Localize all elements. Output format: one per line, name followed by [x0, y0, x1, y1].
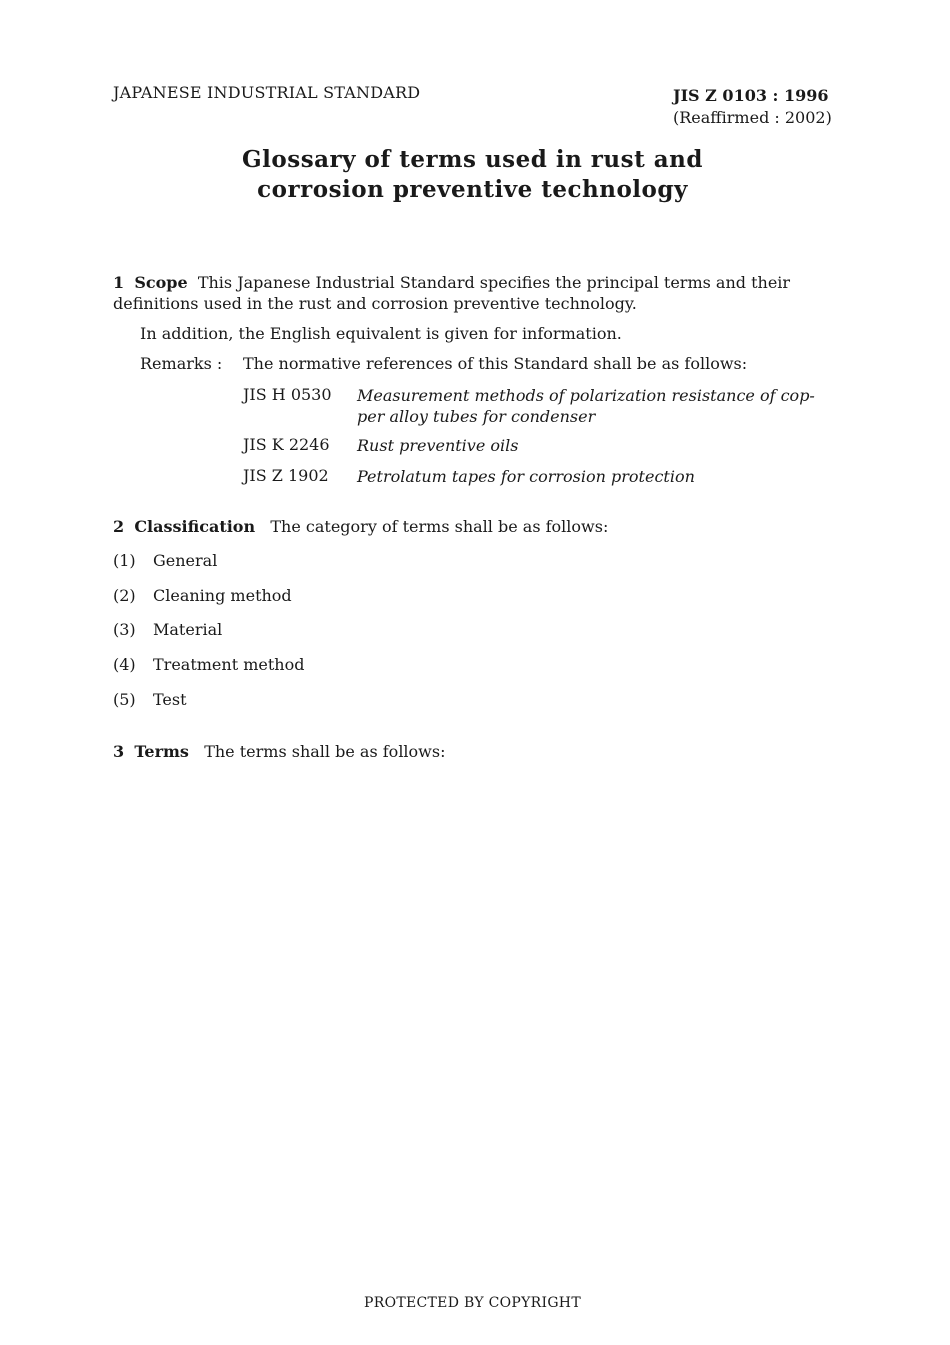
section-text: The category of terms shall be as follows: [270, 517, 609, 536]
reference-title: Rust preventive oils [357, 436, 519, 455]
section-heading: Scope [134, 273, 188, 292]
reference-code: JIS H 0530 [243, 385, 332, 404]
copyright-footer: PROTECTED BY COPYRIGHT [364, 1295, 581, 1311]
reference-title-line: per alloy tubes for condenser [357, 407, 596, 426]
standard-label: JAPANESE INDUSTRIAL STANDARD [113, 83, 421, 102]
section-text: The terms shall be as follows: [204, 742, 446, 761]
section-text: This Japanese Industrial Standard specifies the principal terms and their definitions used in the rust and corrosion preventive technology. [113, 273, 791, 313]
page-title [0, 145, 945, 205]
standard-code: JIS Z 0103 : 1996 [673, 86, 829, 105]
section-heading: Terms [134, 742, 189, 761]
remarks-text: The normative references of this Standard shall be as follows: [243, 354, 748, 373]
title-line-2: corrosion preventive technology [257, 176, 688, 203]
reference-title: Petrolatum tapes for corrosion protection [357, 467, 695, 486]
list-item: General [153, 551, 218, 570]
section-scope [113, 272, 838, 314]
section-number: 1 [113, 273, 125, 292]
section-terms [113, 742, 445, 761]
section-number: 2 [113, 517, 125, 536]
list-item: Cleaning method [153, 586, 292, 605]
reference-code: JIS Z 1902 [243, 466, 329, 485]
section-classification [113, 517, 608, 536]
list-item: Material [153, 620, 223, 639]
section-heading: Classification [134, 517, 256, 536]
standard-code-block [673, 85, 832, 129]
list-item-number: (3) [113, 620, 136, 639]
section-number: 3 [113, 742, 125, 761]
reference-title-line: Measurement methods of polarization resistance of cop- [357, 386, 815, 405]
reference-title [357, 385, 815, 427]
list-item-number: (4) [113, 655, 136, 674]
reaffirmed-note: (Reaffirmed : 2002) [673, 108, 832, 127]
list-item: Treatment method [153, 655, 305, 674]
list-item-number: (1) [113, 551, 136, 570]
title-line-1: Glossary of terms used in rust and [242, 146, 703, 173]
list-item: Test [153, 690, 187, 709]
list-item-number: (2) [113, 586, 136, 605]
remarks-label: Remarks : [140, 354, 223, 373]
list-item-number: (5) [113, 690, 136, 709]
scope-addition: In addition, the English equivalent is given for information. [140, 324, 622, 343]
reference-code: JIS K 2246 [243, 435, 330, 454]
